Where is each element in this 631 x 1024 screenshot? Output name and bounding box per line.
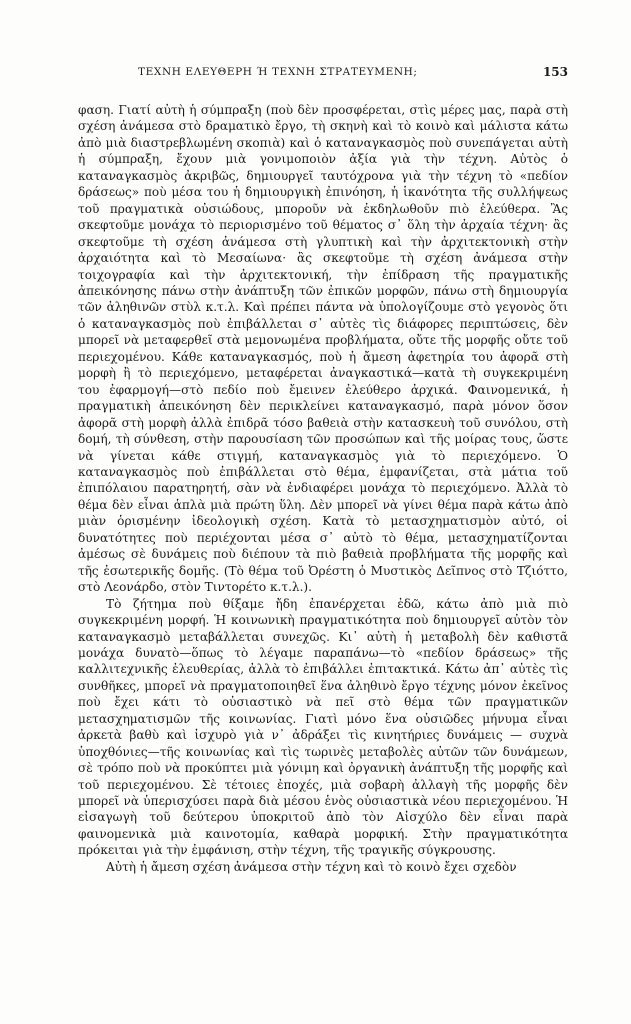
page-number: 153	[542, 65, 568, 79]
running-header	[78, 66, 568, 82]
body-text	[78, 102, 568, 875]
running-title: ΤΕΧΝΗ ΕΛΕΥΘΕΡΗ Ή ΤΕΧΝΗ ΣΤΡΑΤΕΥΜΕΝΗ;	[138, 66, 418, 78]
paragraph-3: Αὐτὴ ἡ ἄμεση σχέση ἀνάμεσα στὴν τέχνη καὶ τὸ κοινὸ ἔχει σχεδὸν	[106, 859, 517, 874]
paragraph-2: Τὸ ζήτημα ποὺ θίξαμε ἤδη ἐπανέρχεται ἐδῶ, κάτω ἀπὸ μιὰ πιὸ συγκεκριμένη μορφή. Ἡ κοινωνικὴ πραγματικότητα ποὺ δημιουργεῖ αὐτὸν τὸν καταναγκασμὸ μεταβάλλεται συνεχῶς. Κι᾿ αὐτὴ ἡ μεταβολὴ δὲν καθιστᾶ μονάχα δυνατὸ—ὅπως τὸ λέγαμε παραπάνω—τὸ «πεδίον δράσεως» τῆς καλλιτεχνικῆς ἐλευθερίας, ἀλλὰ τὸ ἐπιβάλλει ἐπιτακτικά. Κάτω ἀπ᾿ αὐτὲς τὶς συνθῆκες, μπορεῖ νὰ πραγματοποιηθεῖ ἕνα ἀληθινὸ ἔργο τέχνης μόνον ἐκεῖνος ποὺ ἔχει κάτι τὸ οὐσιαστικὸ νὰ πεῖ στὸ θέμα τῶν πραγματικῶν μετασχηματισμῶν τῆς κοινωνίας. Γιατὶ μόνο ἕνα οὐσιῶδες μήνυμα εἶναι ἀρκετὰ βαθὺ καὶ ἰσχυρὸ γιὰ ν᾿ ἀδράξει τὶς κινητήριες δυνάμεις — συχνὰ ὑποχθόνιες—τῆς κοινωνίας καὶ τὶς τωρινὲς μεταβολὲς αὐτῶν τῶν δυνάμεων, σὲ τρόπο ποὺ νὰ προκύπτει μιὰ γόνιμη καὶ ὀργανικὴ ἀνάπτυξη τῆς μορφῆς καὶ τοῦ περιεχομένου. Σὲ τέτοιες ἐποχές, μιὰ σοβαρὴ ἀλλαγὴ τῆς μορφῆς δὲν μπορεῖ νὰ ὑπερισχύσει παρὰ διὰ μέσου ἑνὸς οὐσιαστικὰ νέου περιεχομένου. Ἡ εἰσαγωγὴ τοῦ δεύτερου ὑποκριτοῦ ἀπὸ τὸν Αἰσχύλο δὲν εἶναι παρὰ φαινομενικὰ μιὰ καινοτομία, καθαρὰ μορφική. Στὴν πραγματικότητα πρόκειται γιὰ τὴν ἐμφάνιση, στὴν τέχνη, τῆς τραγικῆς σύγκρουσης.	[78, 596, 568, 858]
paragraph-1: φαση. Γιατί αὐτὴ ἡ σύμπραξη (ποὺ δὲν προσφέρεται, στὶς μέρες μας, παρὰ στὴ σχέση ἀνάμεσα στὸ δραματικὸ ἔργο, τὴ σκηνὴ καὶ τὸ κοινὸ καὶ μάλιστα κάτω ἀπὸ μιὰ διαστρεβλωμένη σκοπιὰ) καὶ ὁ καταναγκασμὸς ποὺ συνεπάγεται αὐτὴ ἡ σύμπραξη, ἔχουν μιὰ γονιμοποιὸν ἀξία γιὰ τὴν τέχνη. Αὐτὸς ὁ καταναγκασμὸς ἀκριβῶς, δημιουργεῖ ταυτόχρονα γιὰ τὴν τέχνη τὸ «πεδίον δράσεως» ποὺ μέσα του ἡ δημιουργικὴ ἐπινόηση, ἡ ἱκανότητα τῆς συλλήψεως τοῦ πραγματικὰ οὐσιώδους, μποροῦν νὰ ἐκδηλωθοῦν πιὸ ἐλεύθερα. Ἂς σκεφτοῦμε μονάχα τὸ περιορισμένο τοῦ θέματος σ᾿ ὅλη τὴν ἀρχαία τέχνη· ἂς σκεφτοῦμε τὴ σχέση ἀνάμεσα στὴ γλυπτικὴ καὶ τὴν ἀρχιτεκτονικὴ στὴν ἀρχαιότητα καὶ τὸ Μεσαίωνα· ἂς σκεφτοῦμε τὴ σχέση ἀνάμεσα στὴν τοιχογραφία καὶ τὴν ἀρχιτεκτονική, τὴν ἐπίδραση τῆς πραγματικῆς ἀπεικόνησης πάνω στὴν ἀνάπτυξη τῶν ἐπικῶν μορφῶν, πάνω στὴ δημιουργία τῶν ἀληθινῶν στὺλ κ.τ.λ. Καὶ πρέπει πάντα νὰ ὑπολογίζουμε στὸ γεγονὸς ὅτι ὁ καταναγκασμὸς ποὺ ἐπιβάλλεται σ᾿ αὐτὲς τὶς διάφορες περιπτώσεις, δὲν μπορεῖ νὰ μεταφερθεῖ στὰ μεμονωμένα προβλήματα, οὔτε τῆς μορφῆς οὔτε τοῦ περιεχομένου. Κάθε καταναγκασμός, ποὺ ἡ ἄμεση ἀφετηρία του ἀφορᾶ στὴ μορφὴ ἢ τὸ περιεχόμενο, μεταφέρεται ἀναγκαστικά—κατὰ τὴ συγκεκριμένη του ἐφαρμογή—στὸ πεδίο ποὺ ἔμεινεν ἐλεύθερο ἀρχικά. Φαινομενικά, ἡ πραγματικὴ ἀπεικόνηση δὲν περικλείνει καταναγκασμό, παρὰ μόνον ὅσον ἀφορᾶ στὴ μορφὴ ἀλλὰ ἐπιδρᾶ τόσο βαθειὰ στὴν κατασκευὴ τοῦ συνόλου, στὴ δομή, τὴ σύνθεση, στὴν παρουσίαση τῶν προσώπων καὶ τῆς μοίρας τους, ὥστε νὰ γίνεται κάθε στιγμή, καταναγκασμὸς γιὰ τὸ περιεχόμενο. Ὁ καταναγκασμὸς ποὺ ἐπιβάλλεται στὸ θέμα, ἐμφανίζεται, στὰ μάτια τοῦ ἐπιπόλαιου παρατηρητή, σὰν νὰ ἐνδιαφέρει μονάχα τὸ περιεχόμενο. Ἀλλὰ τὸ θέμα δὲν εἶναι ἁπλὰ μιὰ πρώτη ὕλη. Δὲν μπορεῖ νὰ γίνει θέμα παρὰ κάτω ἀπὸ μιὰν ὁρισμένην ἰδεολογικὴ σχέση. Κατὰ τὸ μετασχηματισμὸν αὐτό, οἱ δυνατότητες ποὺ περιέχονται μέσα σ᾿ αὐτὸ τὸ θέμα, μετασχηματίζονται ἀμέσως σὲ δυνάμεις ποὺ διέπουν τὰ πιὸ βαθειὰ προβλήματα τῆς μορφῆς καὶ τῆς ἐσωτερικῆς δομῆς. (Τὸ θέμα τοῦ Ὀρέστη ὁ Μυστικὸς Δεῖπνος στὸ Τζιόττο, στὸ Λεονάρδο, στὸν Τιντορέτο κ.τ.λ.).	[78, 103, 568, 595]
